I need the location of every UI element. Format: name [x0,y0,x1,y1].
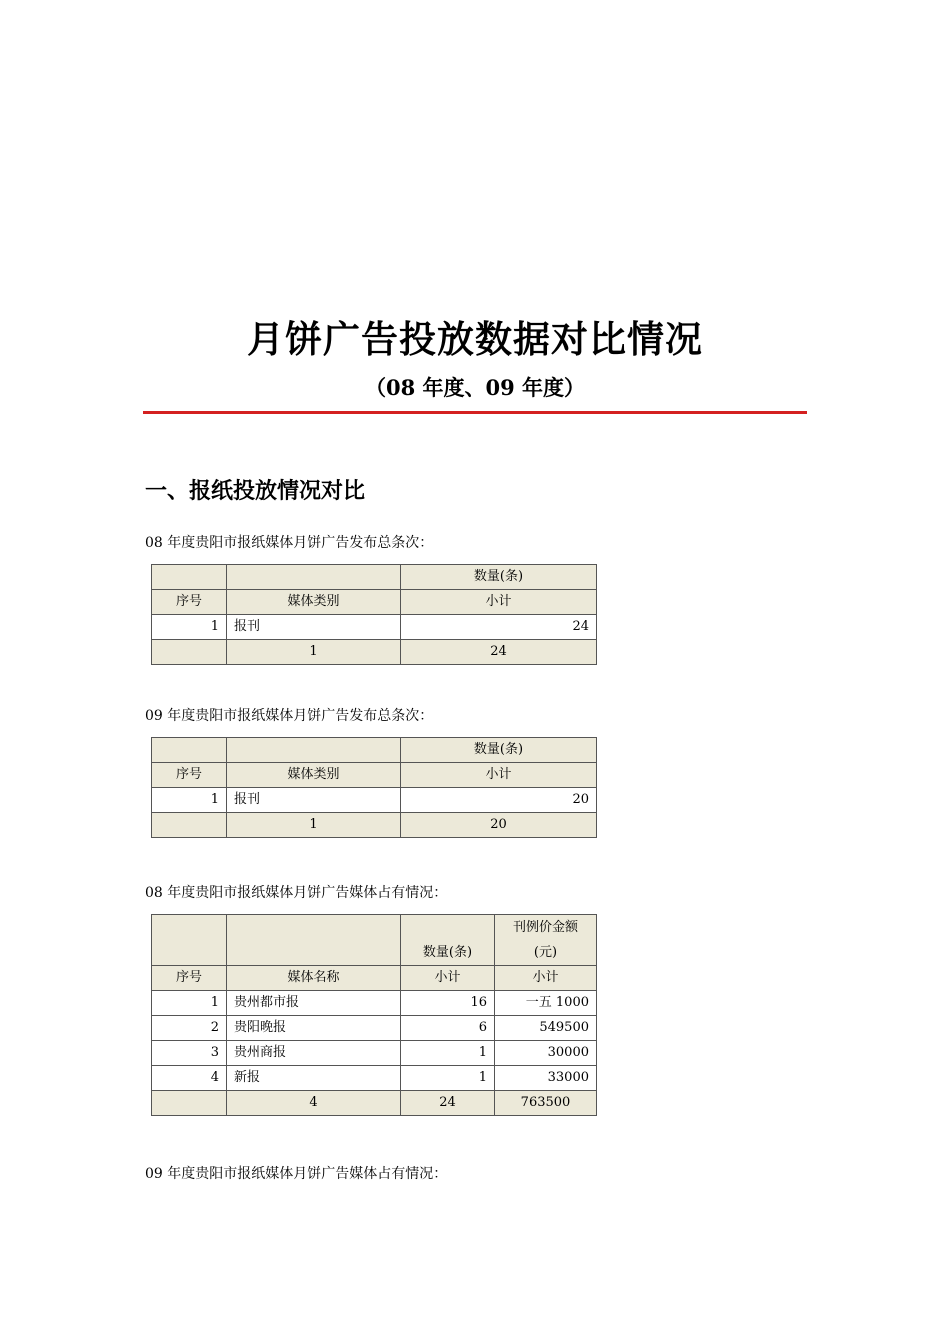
page-title: 月饼广告投放数据对比情况 [247,318,703,361]
table2 [151,737,597,838]
table-cell: 贵州商报 [227,1041,401,1066]
table-cell: 549500 [495,1016,597,1041]
table-header-cell: 小计 [495,966,597,991]
table-header-cell [495,915,597,966]
table-header-cell: 媒体类别 [227,590,401,615]
table4-caption: 09 年度贵阳市报纸媒体月饼广告媒体占有情况： [145,1166,448,1182]
table-header-row [152,738,597,763]
table3-caption: 08 年度贵阳市报纸媒体月饼广告媒体占有情况： [145,885,448,901]
table-cell: 4 [152,1066,227,1091]
table-cell [152,565,227,590]
table1 [151,564,597,665]
table-header-row [152,915,597,966]
table-header-cell: 媒体类别 [227,763,401,788]
table-cell: 1 [401,1066,495,1091]
table-cell: 1 [152,788,227,813]
table-total-row [152,640,597,665]
table-cell: 24 [401,640,597,665]
amount-header-line2: (元) [533,945,558,960]
table-header-row [152,565,597,590]
table-row [152,1041,597,1066]
table-cell: 763500 [495,1091,597,1116]
table-cell: 1 [401,1041,495,1066]
table-header-cell: 小计 [401,763,597,788]
table-row [152,991,597,1016]
table-row [152,615,597,640]
table-cell [152,738,227,763]
table-cell [152,1091,227,1116]
table-header-cell: 序号 [152,763,227,788]
table-cell: 新报 [227,1066,401,1091]
table-header-cell: 数量(条) [401,915,495,966]
page-subtitle: （08 年度、09 年度） [364,375,586,400]
table-header-row [152,966,597,991]
table-cell: 报刊 [227,788,401,813]
table-header-cell: 数量(条) [401,565,597,590]
table-header-cell: 序号 [152,590,227,615]
table-cell [152,640,227,665]
table-header-row [152,763,597,788]
table-cell: 贵阳晚报 [227,1016,401,1041]
table-cell [227,915,401,966]
table-total-row [152,813,597,838]
title-divider [143,411,807,414]
table-cell [152,813,227,838]
table-cell: 20 [401,813,597,838]
table-cell: 24 [401,615,597,640]
table-header-cell: 媒体名称 [227,966,401,991]
table-header-cell: 序号 [152,966,227,991]
section-heading: 一、报纸投放情况对比 [145,479,366,504]
table-cell: 1 [152,615,227,640]
table-cell: 24 [401,1091,495,1116]
table-cell [227,565,401,590]
table-row [152,1016,597,1041]
table-cell [227,738,401,763]
table-cell: 33000 [495,1066,597,1091]
table-header-cell: 数量(条) [401,738,597,763]
table-cell: 1 [227,640,401,665]
table-cell: 3 [152,1041,227,1066]
table3 [151,914,597,1116]
table-cell: 30000 [495,1041,597,1066]
table1-caption: 08 年度贵阳市报纸媒体月饼广告发布总条次： [145,535,434,551]
table-cell [152,915,227,966]
table-cell: 报刊 [227,615,401,640]
table-cell: 20 [401,788,597,813]
table-cell: 16 [401,991,495,1016]
table-header-row [152,590,597,615]
table-header-cell: 小计 [401,966,495,991]
table-cell: 4 [227,1091,401,1116]
table2-caption: 09 年度贵阳市报纸媒体月饼广告发布总条次： [145,708,434,724]
table-row [152,788,597,813]
table-cell: 贵州都市报 [227,991,401,1016]
table-cell: 2 [152,1016,227,1041]
table-row [152,1066,597,1091]
table-total-row [152,1091,597,1116]
table-cell: 6 [401,1016,495,1041]
table-header-cell: 小计 [401,590,597,615]
table-cell: 一五 1000 [495,991,597,1016]
table-cell: 1 [152,991,227,1016]
amount-header-line1: 刊例价金额 [512,920,578,935]
table-cell: 1 [227,813,401,838]
